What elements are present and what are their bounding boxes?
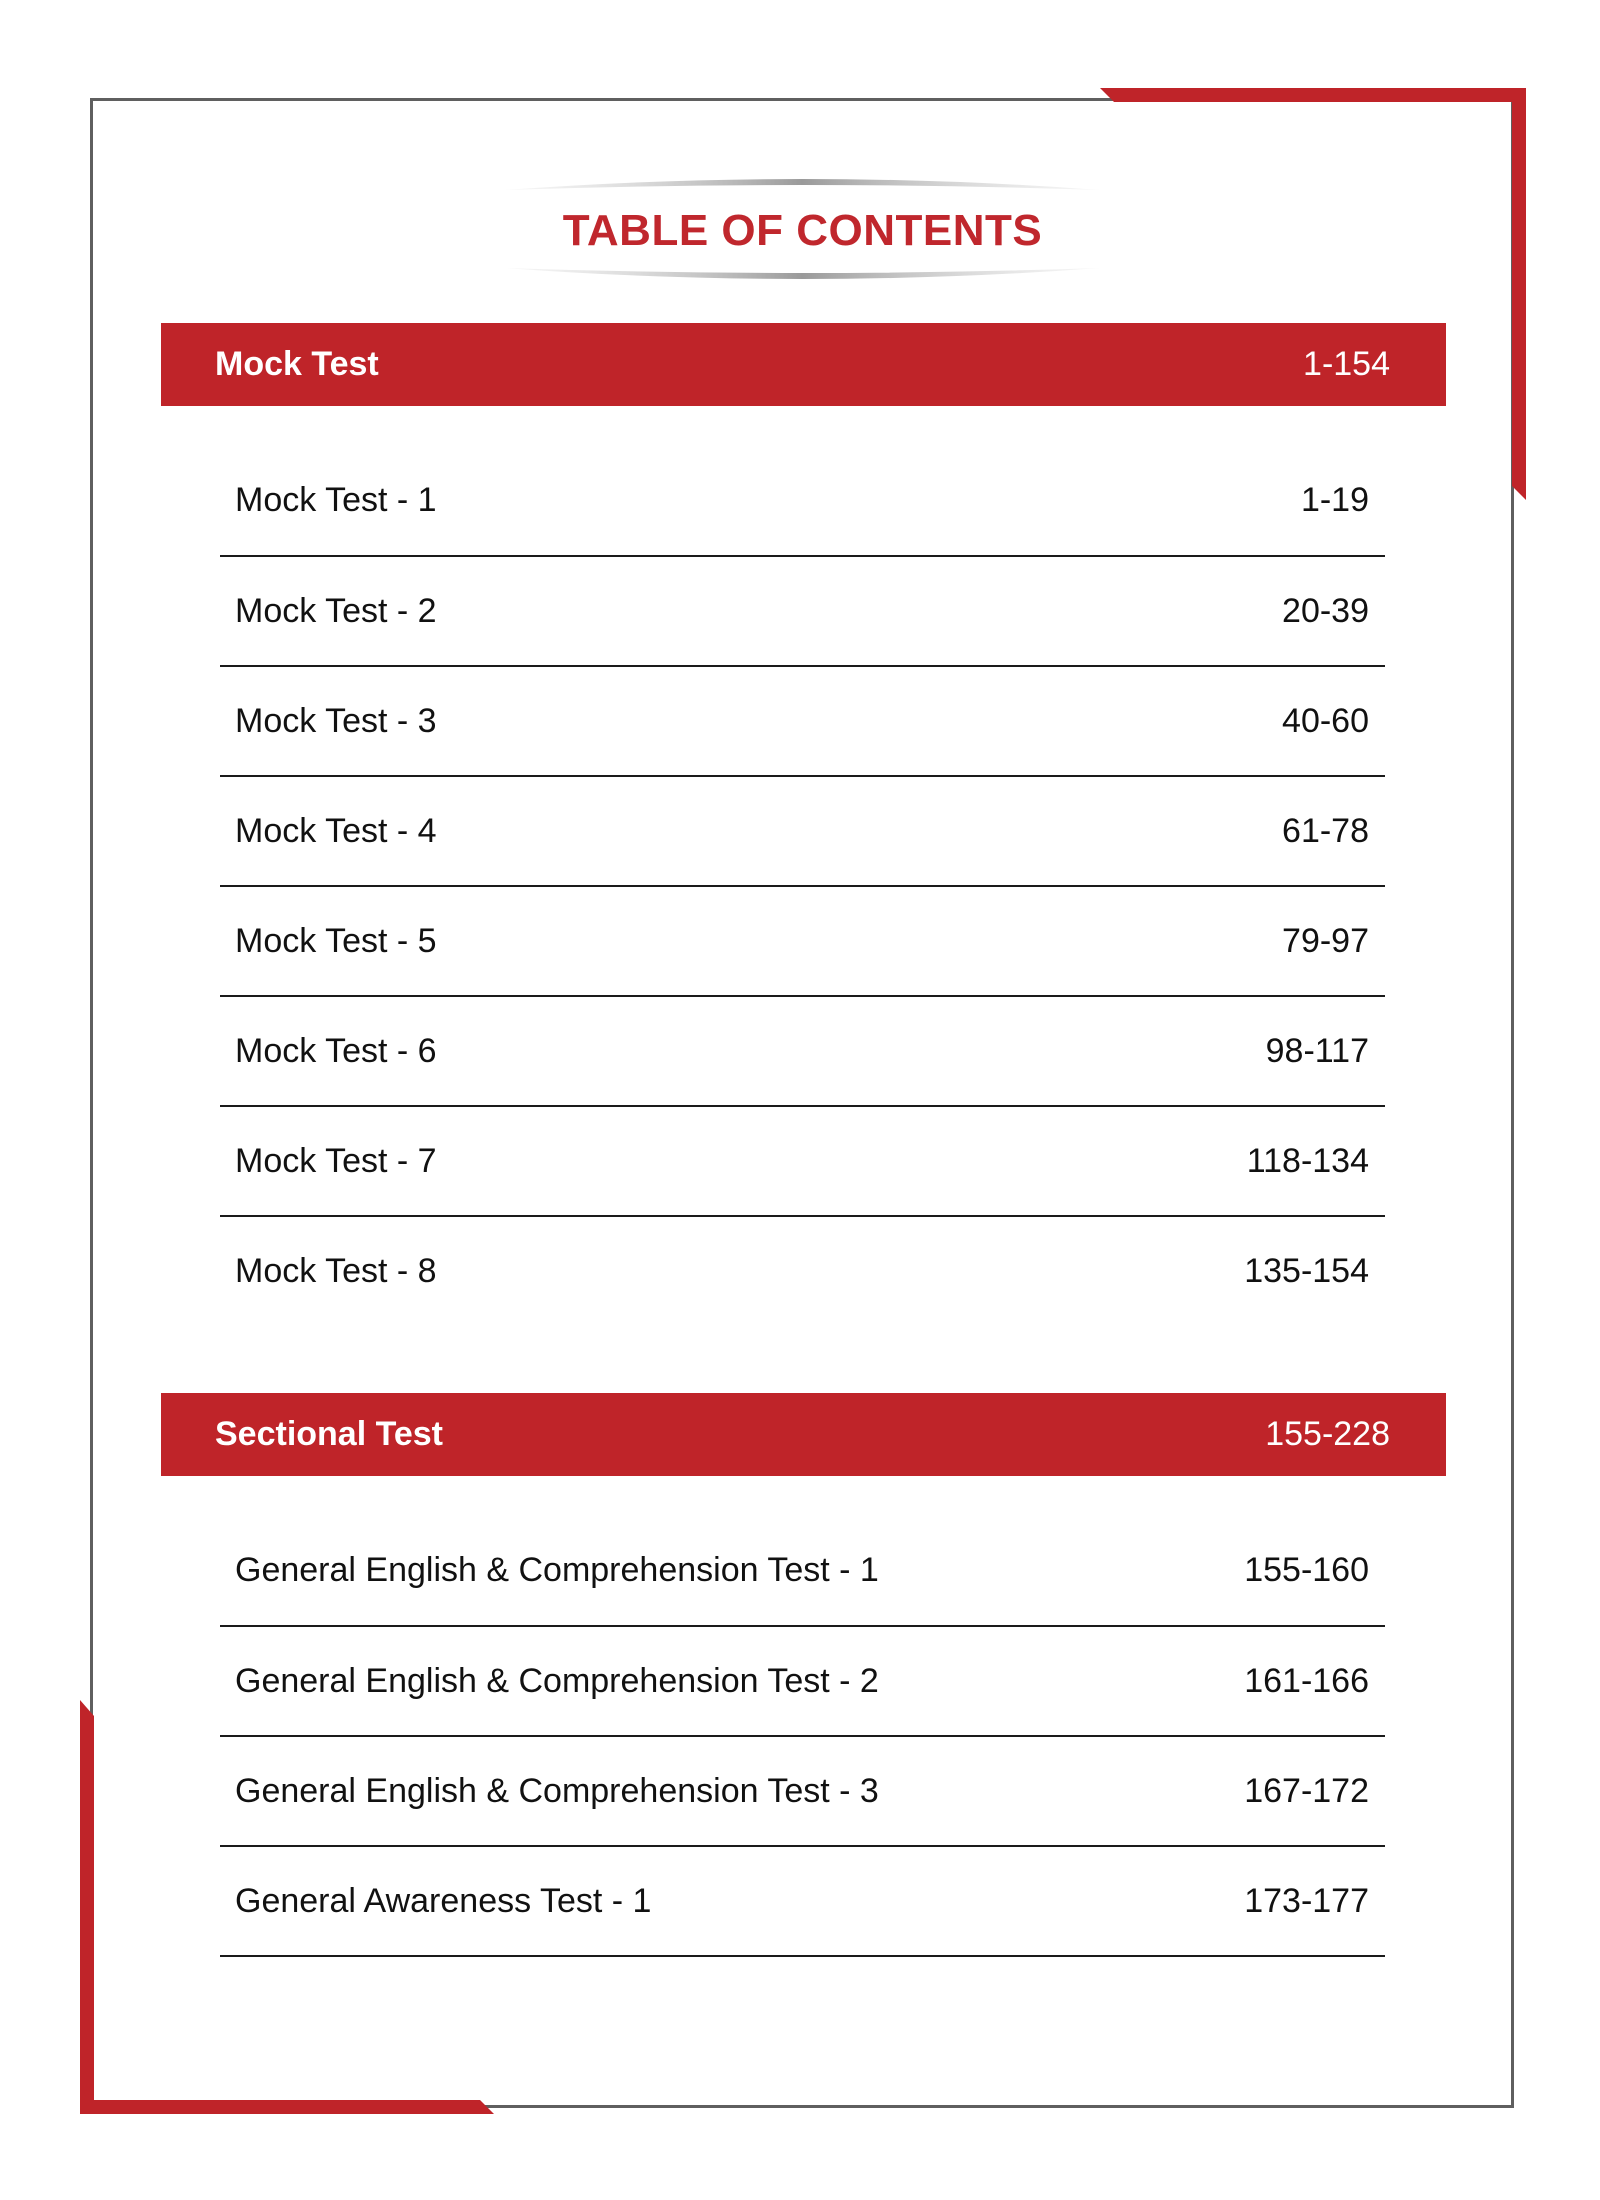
toc-row[interactable] xyxy=(220,885,1385,995)
toc-row[interactable] xyxy=(220,1735,1385,1845)
toc-row-pages: 61-78 xyxy=(1282,811,1369,850)
toc-row-label: General Awareness Test - 1 xyxy=(235,1881,652,1920)
toc-list-sectional-test xyxy=(220,1515,1385,1957)
toc-row-label: Mock Test - 1 xyxy=(235,480,437,519)
toc-row-label: Mock Test - 3 xyxy=(235,701,437,740)
toc-row[interactable] xyxy=(220,445,1385,555)
section-label: Sectional Test xyxy=(215,1415,443,1453)
section-pages: 1-154 xyxy=(1303,345,1390,383)
toc-row[interactable] xyxy=(220,1105,1385,1215)
section-label: Mock Test xyxy=(215,345,379,383)
toc-row-pages: 173-177 xyxy=(1244,1881,1369,1920)
toc-row-pages: 161-166 xyxy=(1244,1661,1369,1700)
toc-row-label: Mock Test - 5 xyxy=(235,921,437,960)
toc-row-pages: 167-172 xyxy=(1244,1771,1369,1810)
toc-row-pages: 98-117 xyxy=(1265,1031,1369,1070)
toc-row-label: General English & Comprehension Test - 3 xyxy=(235,1771,879,1810)
toc-row-label: Mock Test - 8 xyxy=(235,1251,437,1290)
toc-row[interactable] xyxy=(220,775,1385,885)
toc-row-label: Mock Test - 6 xyxy=(235,1031,437,1070)
corner-accent-top-right xyxy=(1100,86,1530,506)
toc-row-pages: 155-160 xyxy=(1244,1550,1369,1589)
toc-row-label: Mock Test - 7 xyxy=(235,1141,437,1180)
toc-row[interactable] xyxy=(220,1215,1385,1325)
toc-row-label: General English & Comprehension Test - 2 xyxy=(235,1661,879,1700)
toc-row-pages: 40-60 xyxy=(1282,701,1369,740)
toc-row-pages: 79-97 xyxy=(1282,921,1369,960)
toc-row[interactable] xyxy=(220,665,1385,775)
toc-row-pages: 135-154 xyxy=(1244,1251,1369,1290)
toc-row[interactable] xyxy=(220,1845,1385,1955)
toc-row[interactable] xyxy=(220,1515,1385,1625)
title-banner xyxy=(505,176,1100,288)
section-header-sectional-test xyxy=(161,1393,1446,1476)
page-title: TABLE OF CONTENTS xyxy=(562,206,1043,255)
toc-row[interactable] xyxy=(220,555,1385,665)
toc-row-pages: 1-19 xyxy=(1300,480,1369,519)
toc-row[interactable] xyxy=(220,1625,1385,1735)
section-pages: 155-228 xyxy=(1265,1415,1390,1453)
section-header-mock-test xyxy=(161,323,1446,406)
toc-row-label: General English & Comprehension Test - 1 xyxy=(235,1550,879,1589)
toc-row-pages: 118-134 xyxy=(1246,1141,1369,1180)
toc-row[interactable] xyxy=(220,995,1385,1105)
toc-list-mock-test xyxy=(220,445,1385,1325)
toc-row-pages: 20-39 xyxy=(1282,591,1369,630)
toc-row-label: Mock Test - 4 xyxy=(235,811,437,850)
toc-row-label: Mock Test - 2 xyxy=(235,591,437,630)
